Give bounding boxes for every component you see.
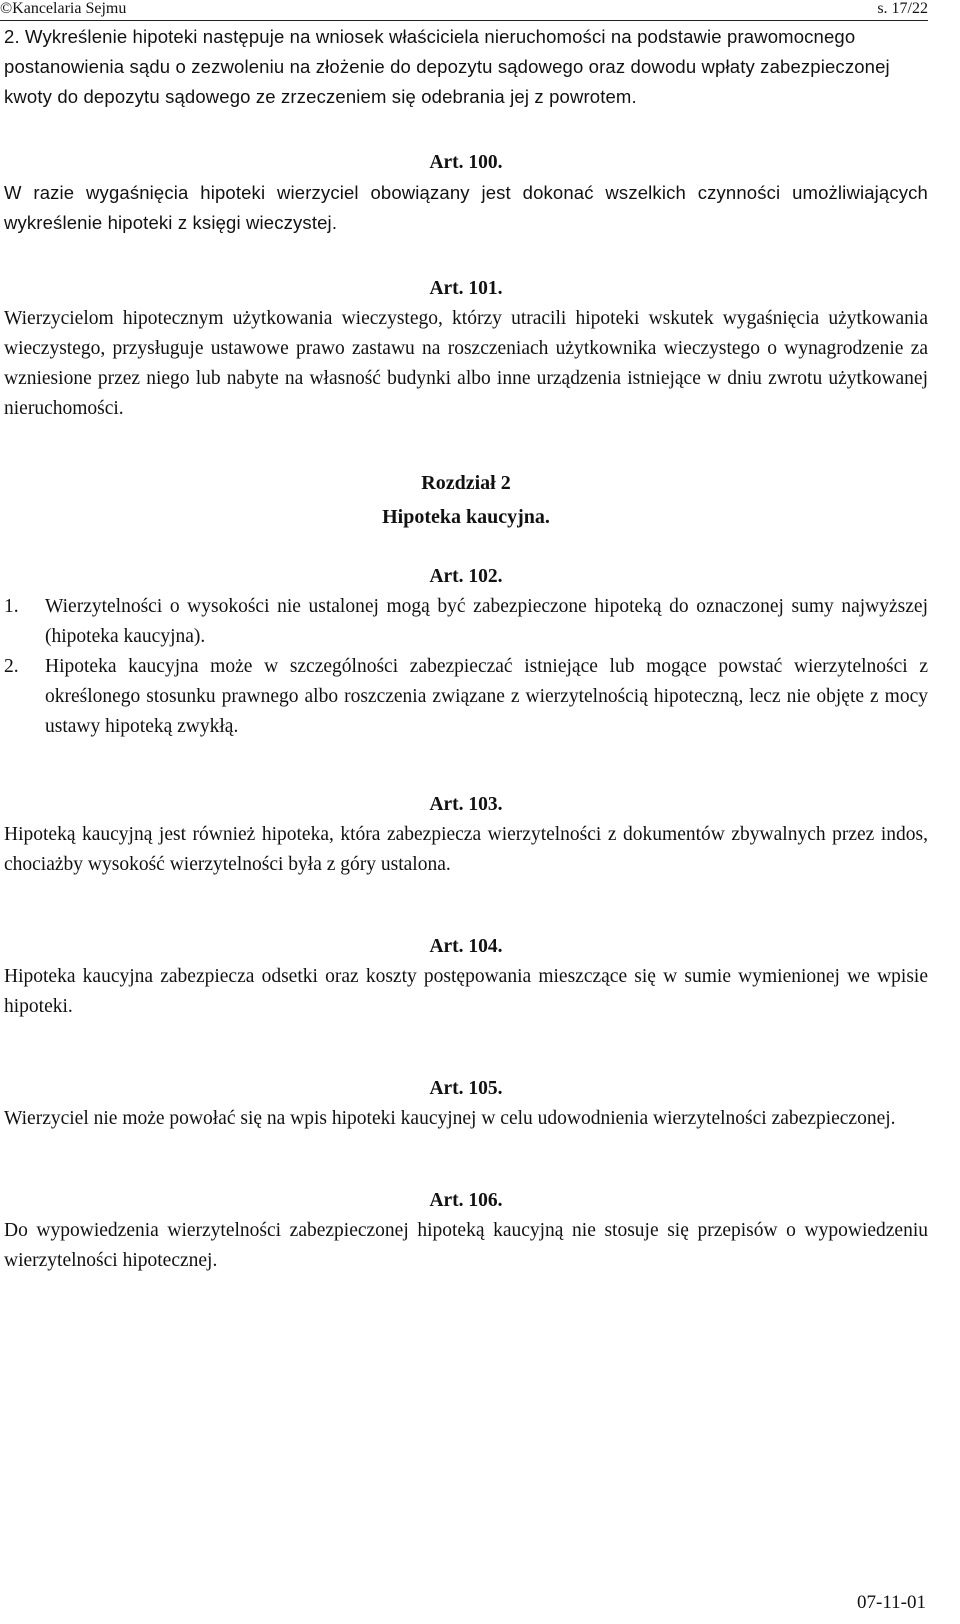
article-text-105: Wierzyciel nie może powołać się na wpis hipoteki kaucyjnej w celu udowodnienia wierzytelności zabezpieczonej. — [4, 1108, 896, 1129]
chapter-title: Hipoteka kaucyjna. — [382, 506, 550, 528]
article-heading-100: Art. 100. — [429, 152, 503, 173]
header-page-number: s. 17/22 — [877, 0, 928, 17]
article-text-100: W razie wygaśnięcia hipoteki wierzyciel obowiązany jest dokonać wszelkich czynności umożliwiających wykreślenie hipoteki z księgi wieczystej. — [4, 182, 928, 233]
chapter-number: Rozdział 2 — [421, 472, 511, 494]
item-text: Hipoteka kaucyjna może w szczególności zabezpieczać istniejące lub mogące powstać wierzytelności z określonego stosunku prawnego albo roszczenia związane z wierzytelnością hipoteczną, lecz nie objęte z mocy ustawy hipoteką zwykłą. — [45, 656, 928, 737]
paragraph-wykreslenie — [4, 22, 928, 112]
item-number: 2. — [4, 656, 19, 677]
article-text-104: Hipoteka kaucyjna zabezpiecza odsetki oraz koszty postępowania mieszczące się w sumie wymienionej we wpisie hipoteki. — [4, 966, 928, 1017]
article-text-106: Do wypowiedzenia wierzytelności zabezpieczonej hipoteką kaucyjną nie stosuje się przepisów o wypowiedzeniu wierzytelności hipotecznej. — [4, 1220, 928, 1271]
article-heading-105: Art. 105. — [429, 1078, 503, 1099]
item-number: 1. — [4, 596, 19, 617]
article-heading-103: Art. 103. — [429, 794, 503, 815]
article-102-item-2 — [4, 652, 928, 742]
header-publisher: ©Kancelaria Sejmu — [0, 0, 127, 17]
paragraph-number: 2. — [4, 26, 20, 47]
document-body — [4, 22, 928, 1276]
article-heading-106: Art. 106. — [429, 1190, 503, 1211]
article-heading-104: Art. 104. — [429, 936, 503, 957]
article-text-103: Hipoteką kaucyjną jest również hipoteka, która zabezpiecza wierzytelności z dokumentów zbywalnych przez indos, chociażby wysokość wierzytelności była z góry ustalona. — [4, 824, 928, 875]
page-header — [0, 0, 928, 21]
article-heading-101: Art. 101. — [429, 278, 503, 299]
footer-date: 07-11-01 — [857, 1592, 926, 1613]
article-102-item-1 — [4, 592, 928, 652]
article-text-101: Wierzycielom hipotecznym użytkowania wieczystego, którzy utracili hipoteki wskutek wygaśnięcia użytkowania wieczystego, przysługuje ustawowe prawo zastawu na roszczeniach użytkownika wieczystego o wynagrodzenie za wzniesione przez niego lub nabyte na własność budynki albo inne urządzenia istniejące w dniu zwrotu użytkowanej nieruchomości. — [4, 308, 928, 419]
article-heading-102: Art. 102. — [429, 566, 503, 587]
item-text: Wierzytelności o wysokości nie ustalonej mogą być zabezpieczone hipoteką do oznaczonej sumy najwyższej (hipoteka kaucyjna). — [45, 596, 928, 647]
paragraph-text: Wykreślenie hipoteki następuje na wniosek właściciela nieruchomości na podstawie prawomocnego postanowienia sądu o zezwoleniu na złożenie do depozytu sądowego oraz dowodu wpłaty zabezpieczonej kwoty do depozytu sądowego ze zrzeczeniem się odebrania jej z powrotem. — [4, 26, 890, 107]
